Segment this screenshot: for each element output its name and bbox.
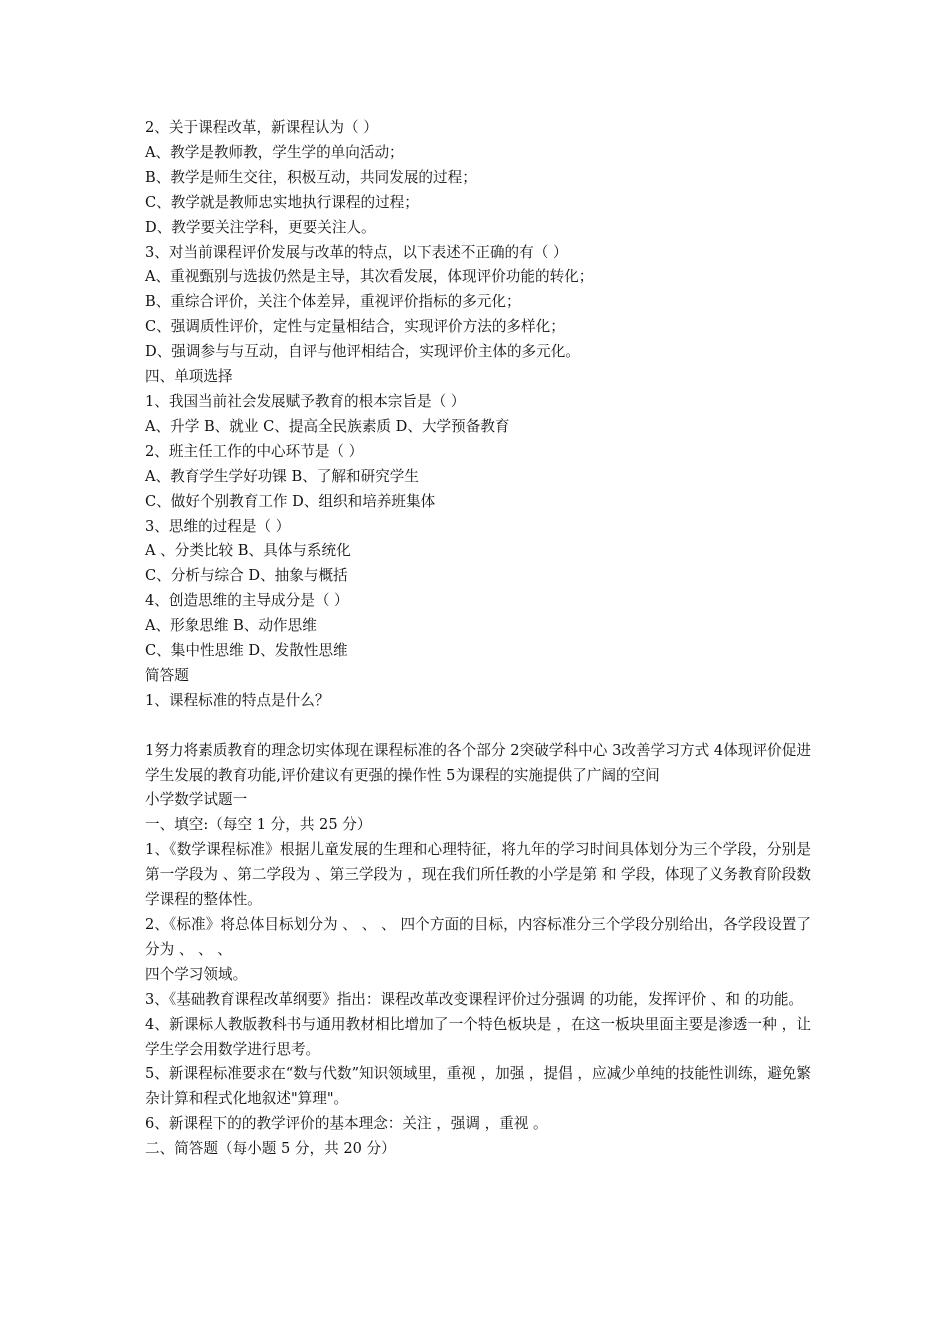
options-line: A、形象思维 B、动作思维 (145, 617, 317, 635)
section-heading: 二、简答题（每小题 5 分，共 20 分） (145, 1140, 396, 1158)
option-b: B、重综合评价，关注个体差异，重视评价指标的多元化； (145, 293, 521, 311)
options-line: C、分析与综合 D、抽象与概括 (145, 567, 348, 585)
fill-question-2: 2、《标准》将总体目标划分为 、 、 、 四个方面的目标，内容标准分三个学段分别给出，各学段设置了分为 、 、 、 (145, 915, 811, 958)
options-line: A、升学 B、就业 C、提高全民族素质 D、大学预备教育 (145, 417, 510, 435)
answer-paragraph: 1努力将素质教育的理念切实体现在课程标准的各个部分 2突破学科中心 3改善学习方式 4体现评价促进学生发展的教育功能,评价建议有更强的操作性 5为课程的实施提供了广阔的空间 (145, 741, 811, 784)
section-heading: 四、单项选择 (145, 368, 233, 386)
options-line: C、集中性思维 D、发散性思维 (145, 642, 348, 660)
option-c: C、强调质性评价，定性与定量相结合，实现评价方法的多样化； (145, 318, 565, 336)
section-heading: 简答题 (145, 666, 189, 684)
blank-line (145, 714, 811, 739)
option-d: D、强调参与与互动，自评与他评相结合，实现评价主体的多元化。 (145, 343, 580, 361)
question-stem: 2、班主任工作的中心环节是（ ） (145, 442, 364, 460)
question-2-stem: 2、关于课程改革，新课程认为（ ） (145, 119, 378, 136)
option-a: A、教学是教师教，学生学的单向活动； (145, 143, 404, 161)
fill-question-2-tail: 四个学习领域。 (145, 965, 248, 983)
question-stem: 1、我国当前社会发展赋予教育的根本宗旨是（ ） (145, 392, 466, 410)
option-b: B、教学是师生交往，积极互动，共同发展的过程； (145, 168, 477, 186)
question-3-stem: 3、对当前课程评价发展与改革的特点，以下表述不正确的有（ ） (145, 243, 568, 261)
option-c: C、教学就是教师忠实地执行课程的过程； (145, 193, 419, 211)
options-line: A 、分类比较 B、具体与系统化 (145, 542, 351, 560)
fill-question-1: 1、《数学课程标准》根据儿童发展的生理和心理特征，将九年的学习时间具体划分为三个学段，分别是第一学段为 、第二学段为 、第三学段为 ，现在我们所任教的小学是第 和 学段，体现了义务教育阶段数学课程的整体性。 (145, 841, 811, 909)
question-stem: 4、创造思维的主导成分是（ ） (145, 592, 349, 610)
question-stem: 1、课程标准的特点是什么？ (145, 691, 330, 709)
options-line: A、教育学生学好功锞 B、了解和研究学生 (145, 467, 419, 485)
option-a: A、重视甄别与选拔仍然是主导，其次看发展，体现评价功能的转化； (145, 268, 594, 286)
document-page (145, 116, 811, 1162)
fill-question-4: 4、新课标人教版教科书与通用教材相比增加了一个特色板块是 ，在这一板块里面主要是渗透一种 ，让学生学会用数学进行思考。 (145, 1015, 811, 1058)
options-line: C、做好个别教育工作 D、组织和培养班集体 (145, 492, 436, 510)
section-heading: 一、填空:（每空 1 分，共 25 分） (145, 816, 372, 834)
fill-question-5: 5、新课程标准要求在“数与代数”知识领域里，重视 ，加强 ，提倡 ，应减少单纯的技能性训练，避免繁杂计算和程式化地叙述"算理"。 (145, 1065, 811, 1108)
fill-question-3: 3、《基础教育课程改革纲要》指出：课程改革改变课程评价过分强调 的功能，发挥评价 、和 的功能。 (145, 990, 804, 1008)
fill-question-6: 6、新课程下的的教学评价的基本理念：关注 ，强调 ，重视 。 (145, 1115, 548, 1133)
option-d: D、教学要关注学科，更要关注人。 (145, 218, 376, 236)
exam-title: 小学数学试题一 (145, 791, 248, 809)
question-stem: 3、思维的过程是（ ） (145, 517, 291, 535)
